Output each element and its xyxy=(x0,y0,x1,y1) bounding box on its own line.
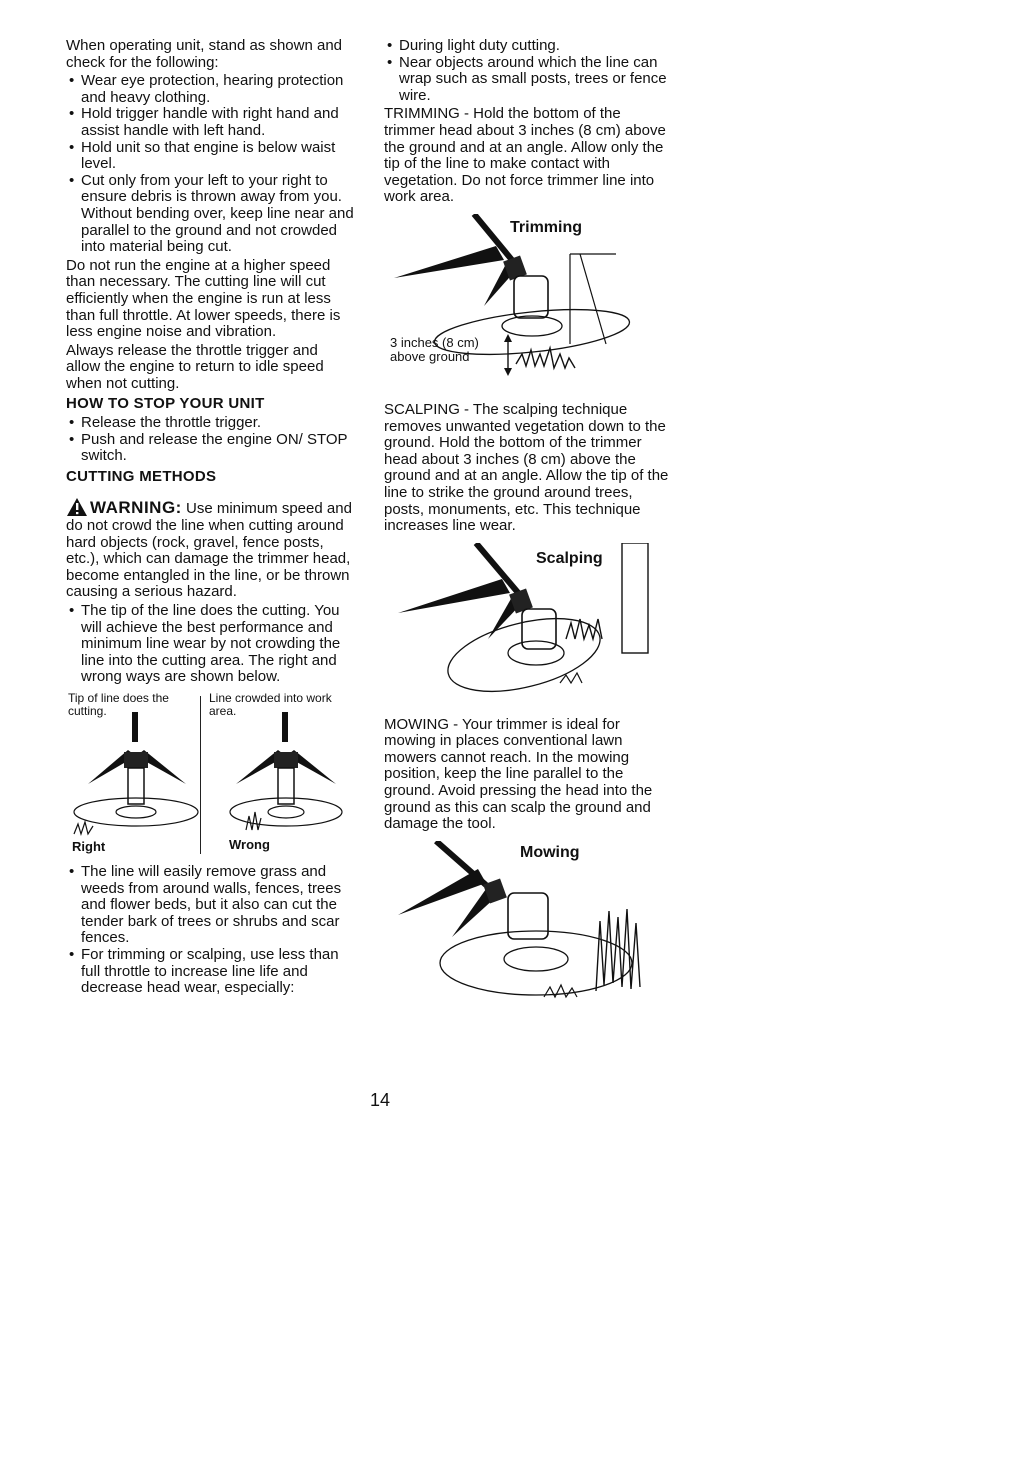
scalping-drawing xyxy=(384,543,674,707)
speed-paragraph: Do not run the engine at a higher speed than necessary. The cutting line will cut efficiently when the engine is run at less than full throttle. At lower speeds, there is less engine noise and vibration. xyxy=(66,256,341,341)
trimming-paragraph: TRIMMING - Hold the bottom of the trimmer head about 3 inches (8 cm) above the ground and at an angle. Allow only the tip of the line to make contact with vegetation. Do not force trimmer line into work area. xyxy=(384,105,666,206)
right-wrong-illustration xyxy=(66,692,356,860)
mowing-paragraph: MOWING - Your trimmer is ideal for mowing in places conventional lawn mowers cannot reach. In the mowing position, keep the line parallel to the ground. Avoid pressing the head into the ground as this can scalp the ground and damage the tool. xyxy=(384,715,653,833)
release-paragraph: Always release the throttle trigger and allow the engine to return to idle speed when not cutting. xyxy=(66,341,324,392)
intro-text: When operating unit, stand as shown and check for the following: xyxy=(66,37,343,71)
warning-text: Use minimum speed and do not crowd the line when cutting around hard objects (rock, gravel, fence posts, etc.), which can damage the trimmer head, become entangled in the line, or be thrown causing a serious hazard. xyxy=(66,500,352,601)
continued-list xyxy=(384,38,674,104)
scalping-illustration xyxy=(384,543,674,707)
right-column xyxy=(384,38,674,1031)
mowing-illustration xyxy=(384,841,674,1021)
left-column xyxy=(66,38,356,999)
list-item: • Push and release the engine ON/ STOP switch. xyxy=(66,432,356,465)
trimming-height-note: 3 inches (8 cm) above ground xyxy=(390,334,479,364)
list-item: • Hold unit so that engine is below waist level. xyxy=(66,140,356,173)
trimmer-comparison-drawing xyxy=(66,712,356,842)
list-item: • During light duty cutting. xyxy=(384,38,674,55)
warning-label: WARNING: xyxy=(90,498,182,518)
list-item: • For trimming or scalping, use less than full throttle to increase line life and decrease head wear, especially: xyxy=(66,947,356,997)
label-right: Right xyxy=(72,838,106,854)
list-item: • Cut only from your left to your right to ensure debris is thrown away from you. Without bending over, keep line near and parallel to the ground and not crowded into material being cut. xyxy=(66,173,356,256)
trimming-drawing xyxy=(384,214,674,392)
list-item: • The line will easily remove grass and weeds from around walls, fences, trees and flower beds, but it also can cut the tender bark of trees or shrubs and scar fences. xyxy=(66,864,356,947)
mowing-drawing xyxy=(384,841,674,1021)
warning-triangle-icon xyxy=(66,497,88,517)
trimming-title: Trimming xyxy=(510,218,583,236)
more-list xyxy=(66,864,356,997)
scalping-title: Scalping xyxy=(536,549,603,567)
label-wrong: Wrong xyxy=(229,836,270,852)
stance-list xyxy=(66,73,356,256)
stop-heading: HOW TO STOP YOUR UNIT xyxy=(66,395,265,413)
scalping-paragraph: SCALPING - The scalping technique removes unwanted vegetation down to the ground. Hold the bottom of the trimmer head about 3 inches (8 cm) above the ground and at an angle. Allow the tip of the line to strike the ground around trees, posts, monuments, etc. This technique increases line wear. xyxy=(384,400,669,535)
list-item: • Hold trigger handle with right hand and assist handle with left hand. xyxy=(66,106,356,139)
warning-block xyxy=(66,497,356,601)
tip-list xyxy=(66,603,356,686)
list-item: • Wear eye protection, hearing protection and heavy clothing. xyxy=(66,73,356,106)
cutting-methods-heading: CUTTING METHODS xyxy=(66,467,217,485)
caption-wrong: Line crowded into work area. xyxy=(209,690,332,718)
caption-right: Tip of line does the cutting. xyxy=(68,690,169,718)
mowing-title: Mowing xyxy=(520,843,580,861)
list-item: • Release the throttle trigger. xyxy=(66,415,356,432)
stop-list xyxy=(66,415,356,465)
list-item: • The tip of the line does the cutting. You will achieve the best performance and minimum line wear by not crowding the line into the cutting area. The right and wrong ways are shown below. xyxy=(66,603,356,686)
trimming-illustration xyxy=(384,214,674,392)
list-item: • Near objects around which the line can wrap such as small posts, trees or fence wire. xyxy=(384,55,674,105)
page-number: 14 xyxy=(370,1090,391,1110)
